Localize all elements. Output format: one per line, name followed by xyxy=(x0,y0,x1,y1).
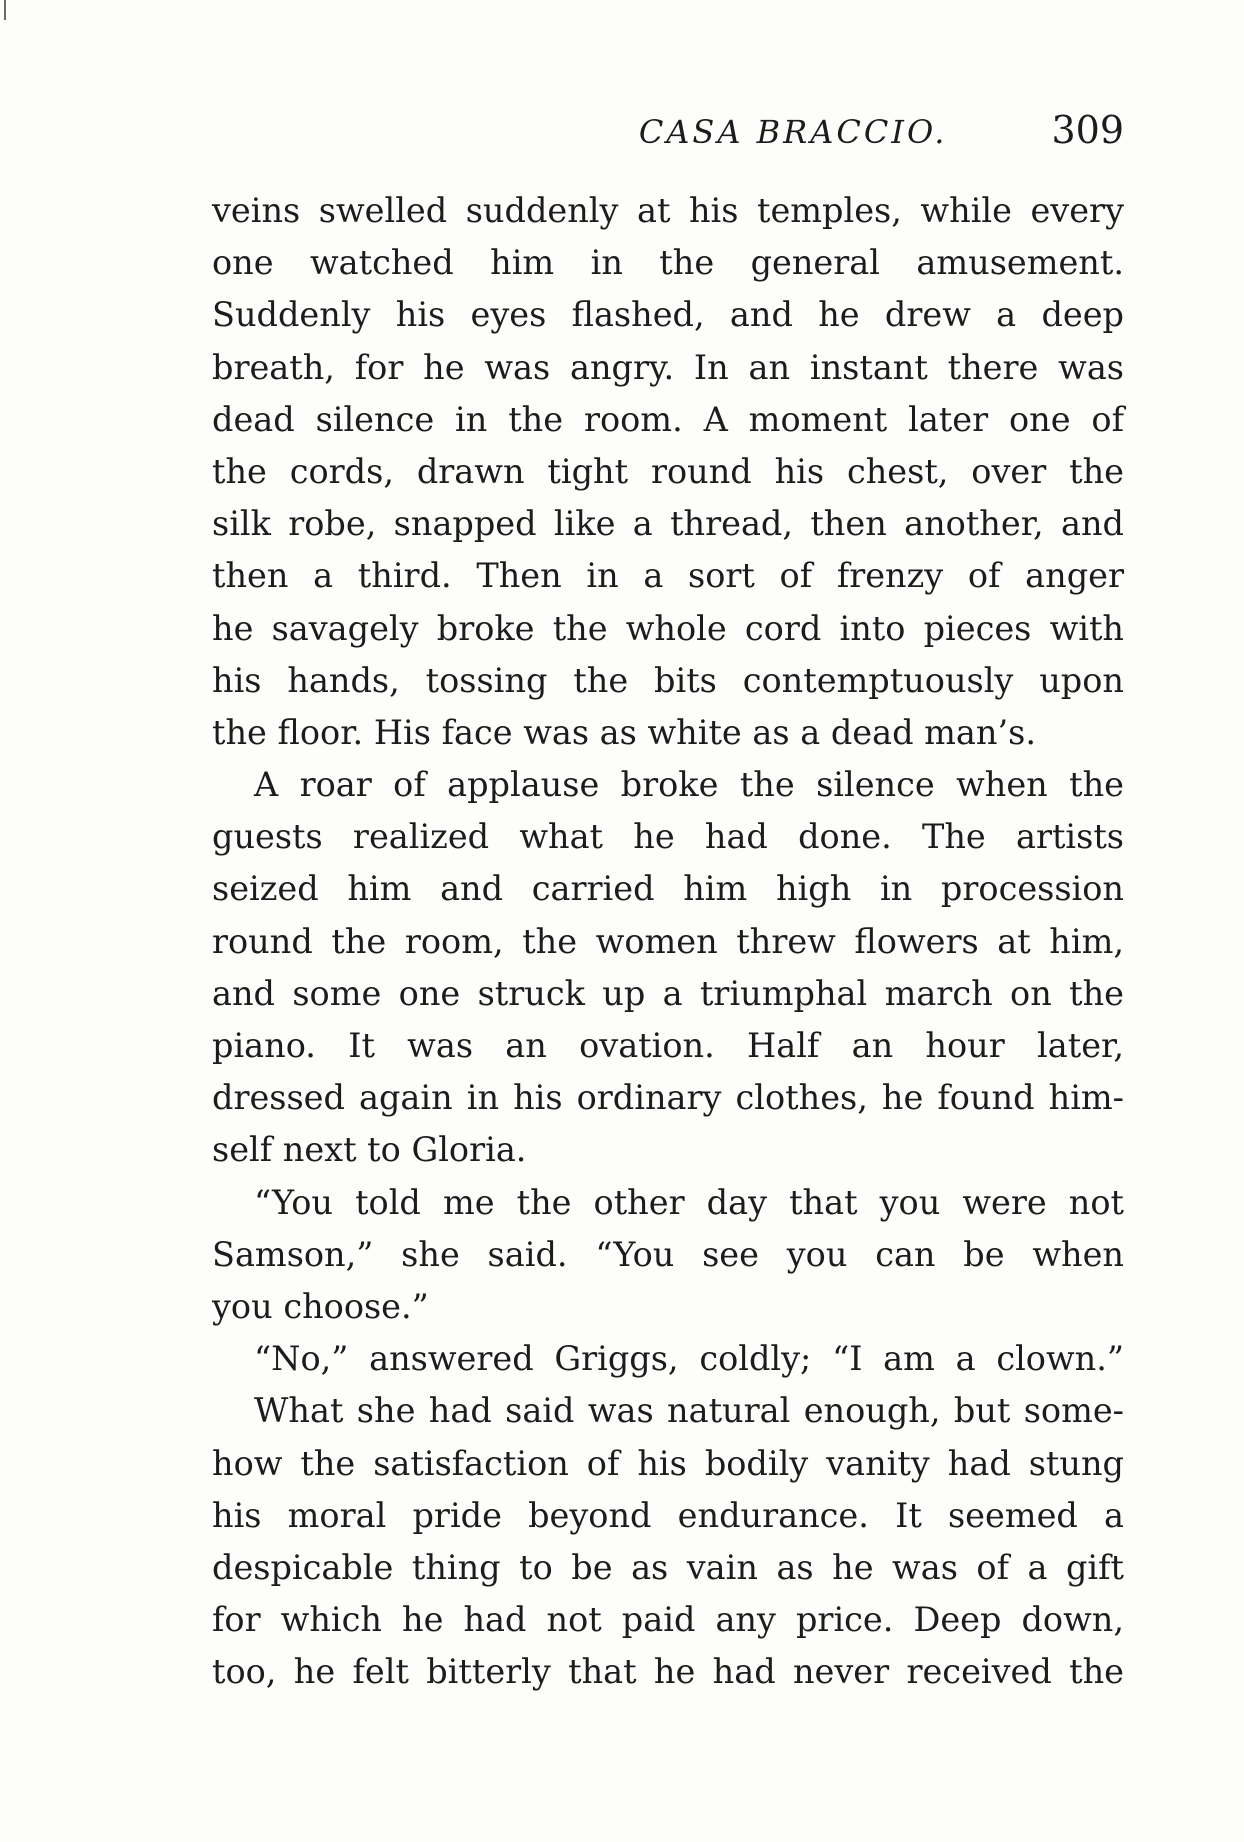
text-line: veins swelled suddenly at his temples, while every xyxy=(212,191,1124,230)
text-line: A roar of applause broke the silence when the xyxy=(254,765,1124,805)
text-line: his moral pride beyond endurance. It seemed a xyxy=(212,1495,1124,1535)
text-line: one watched him in the general amusement. xyxy=(212,243,1124,283)
text-line: dead silence in the room. A moment later one of xyxy=(212,399,1124,439)
text-line: seized him and carried him high in procession xyxy=(212,869,1124,909)
text-line: Suddenly his eyes flashed, and he drew a deep xyxy=(212,295,1124,335)
text-line: guests realized what he had done. The artists xyxy=(212,817,1124,857)
text-line: What she had said was natural enough, but some- xyxy=(254,1391,1124,1431)
text-line: “No,” answered Griggs, coldly; “I am a clown.” xyxy=(254,1339,1124,1379)
text-line: self next to Gloria. xyxy=(212,1130,527,1170)
page-number: 309 xyxy=(1051,108,1124,152)
text-line: dressed again in his ordinary clothes, he found him- xyxy=(212,1078,1124,1118)
text-line: too, he felt bitterly that he had never received the xyxy=(212,1652,1124,1692)
text-line: he savagely broke the whole cord into pieces with xyxy=(212,608,1124,648)
text-line: how the satisfaction of his bodily vanity had stung xyxy=(212,1443,1124,1483)
body-text xyxy=(212,185,1124,1698)
text-line: you choose.” xyxy=(212,1286,429,1326)
text-line: the floor. His face was as white as a dead man’s. xyxy=(212,712,1036,752)
text-line: then a third. Then in a sort of frenzy of anger xyxy=(212,556,1124,596)
text-line: despicable thing to be as vain as he was of a gift xyxy=(212,1547,1124,1587)
text-line: his hands, tossing the bits contemptuously upon xyxy=(212,660,1124,700)
text-line: “You told me the other day that you were not xyxy=(254,1182,1124,1222)
running-head xyxy=(212,108,1124,160)
margin-speck xyxy=(4,0,6,20)
text-line: and some one struck up a triumphal march on the xyxy=(212,973,1124,1013)
text-line: breath, for he was angry. In an instant there was xyxy=(212,347,1124,387)
text-line: round the room, the women threw flowers at him, xyxy=(212,921,1124,961)
running-title: CASA BRACCIO. xyxy=(638,113,948,151)
text-line: for which he had not paid any price. Deep down, xyxy=(212,1600,1124,1640)
text-line: silk robe, snapped like a thread, then another, and xyxy=(212,504,1124,544)
text-line: piano. It was an ovation. Half an hour later, xyxy=(212,1026,1124,1065)
text-line: Samson,” she said. “You see you can be when xyxy=(212,1234,1124,1274)
text-line: the cords, drawn tight round his chest, over the xyxy=(212,451,1124,491)
